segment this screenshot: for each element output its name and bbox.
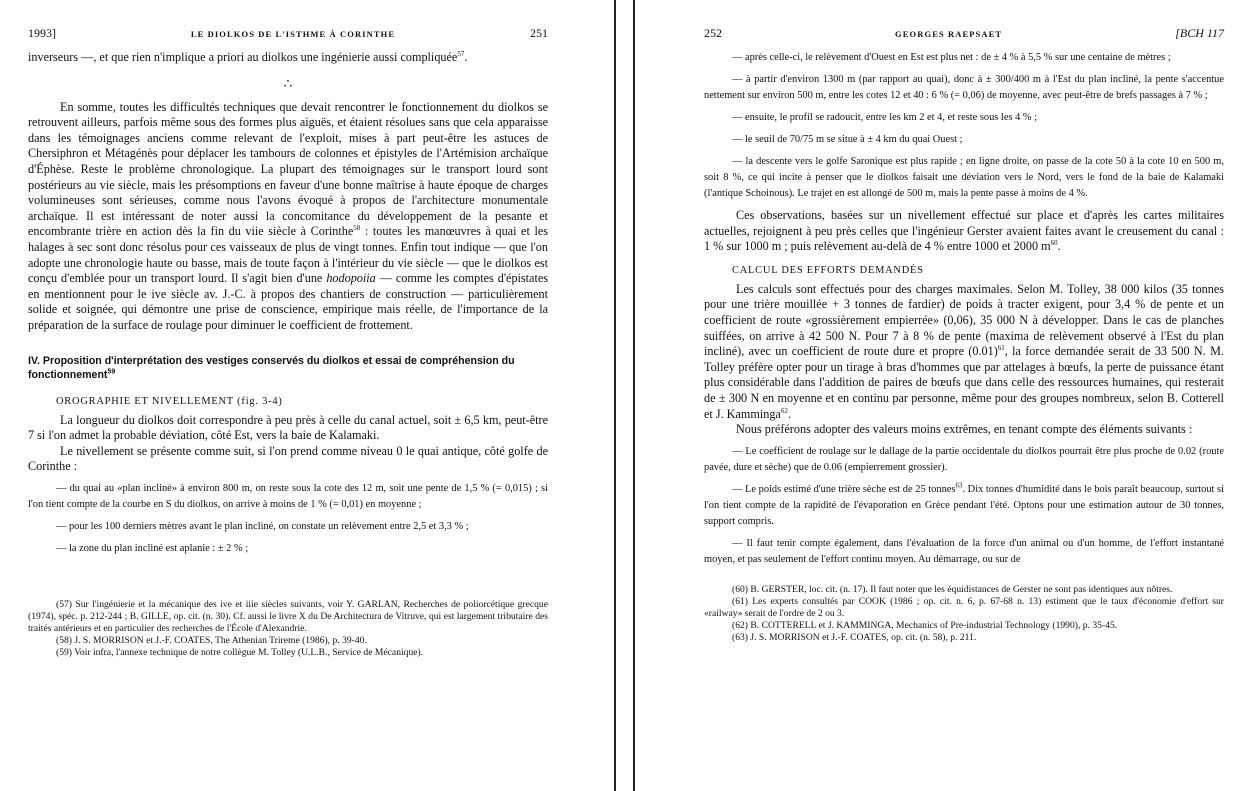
left-running-header xyxy=(28,26,548,44)
footnote-ref[interactable]: 58 xyxy=(353,224,361,233)
right-page-content xyxy=(704,26,1224,644)
list-item: — Le coefficient de roulage sur le dallage de la partie occidentale du diolkos pourrait être plus proche de 0.02 (route pavée, dure et sèche) que de 0.06 (empierrement grossier). xyxy=(704,445,1224,473)
footnote: (57) Sur l'ingénierie et la mécanique des ive et iiie siècles suivants, voir Y. GARLAN, Recherches de poliorcétique grecque (1974), spéc. p. 212-244 ; B. GILLE, op. cit. (n. 30). Cf. aussi le livre X du De Architectura de Vitruve, qui est largement tributaire des traités antérieurs et en particulier des recherches de l'École d'Alexandrie. xyxy=(28,598,548,634)
footnotes xyxy=(28,599,548,659)
paragraph-preference: Nous préférons adopter des valeurs moins extrêmes, en tenant compte des éléments suivants : xyxy=(736,422,1193,437)
footnote-ref[interactable]: 59 xyxy=(107,367,116,375)
header-year: 1993] xyxy=(28,26,56,40)
footnote-ref[interactable]: 57 xyxy=(457,49,465,58)
list-item: — Le poids estimé d'une trière sèche est de 25 tonnes$^{63}$. Dix tonnes d'humidité dans le bois paraît beaucoup, surtout si l'on tient compte de la rapidité de l'évaporation en Grèce pendant l'été. Optons pour une estimation autour de 30 tonnes, support compris. xyxy=(704,481,1224,527)
footnote-ref[interactable]: 63 xyxy=(955,481,963,490)
footnote: (60) B. GERSTER, loc. cit. (n. 17). Il faut noter que les équidistances de Gerster ne sont pas identiques aux nôtres. xyxy=(732,583,1173,595)
footnote: (62) B. COTTERELL et J. KAMMINGA, Mechanics of Pre-industrial Technology (1990), p. 35-45. xyxy=(732,619,1118,631)
paragraph-length: La longueur du diolkos doit correspondre à peu près à celle du canal actuel, soit ± 6,5 km, peut-être 7 si l'on admet la probable déviation, côté Est, vers la baie de Kalamaki. xyxy=(28,412,548,443)
paragraph-continuation: inverseurs —, et que rien n'implique a priori au diolkos une ingénierie aussi compliquée$^{57}$. xyxy=(28,49,468,64)
list-item: — la zone du plan incliné est aplanie : ± 2 % ; xyxy=(56,542,249,554)
right-running-header xyxy=(704,26,1224,44)
header-title: LE DIOLKOS DE L'ISTHME À CORINTHE xyxy=(190,29,396,39)
footnote-ref[interactable]: 61 xyxy=(997,344,1005,353)
paragraph-observations: Ces observations, basées sur un nivellement effectué sur place et d'après les cartes militaires actuelles, rejoignent à peu près celles que l'ingénieur Gerster avaient faites avant le creusement du canal : 1 % sur 1000 m ; puis relèvement au-delà de 4 % entre 1000 et 2000 $m^{60}$. xyxy=(704,208,1224,254)
section-ornament: ∴ xyxy=(283,76,293,92)
page-number: 251 xyxy=(530,26,548,40)
list-item: — ensuite, le profil se radoucit, entre les km 2 et 4, et reste sous les 4 % ; xyxy=(732,112,1038,123)
page-number: 252 xyxy=(704,26,722,40)
footnotes xyxy=(704,584,1224,644)
header-journal-ref: [BCH 117 xyxy=(1175,26,1224,40)
list-item: — à partir d'environ 1300 m (par rapport au quai), donc à ± 300/400 m à l'Est du plan incliné, la pente s'accentue nettement sur environ 500 m, entre les cotes 12 et 40 : 6 % (= 0,06) de moyenne, avec peut-être de brefs passages à 7 % ; xyxy=(704,74,1224,101)
paragraph-summary: En somme, toutes les difficultés techniques que devait rencontrer le fonctionnement du diolkos se retrouvent ailleurs, parfois même sous des formes plus aiguës, et étaient résolues sans que cela apparaisse dans les témoignages anciens comme relevant de l'exploit, mises à part peut-être les astuces de Chersiphron et Métagénès pour déplacer les tambours de colonnes et épistyles de l'Artémision archaïque d'Éphèse. Reste le problème chronologique. La plupart des témoignages sur le transport lourd sont postérieurs au vie siècle, mais les présomptions en faveur d'une bonne maîtrise à haute époque de charges volumineuses sont sérieuses, comme nous l'avons évoqué à propos de l'architecture monumentale archaïque. Il est intéressant de noter aussi la concomitance du développement de la pesante et encombrante trière en action dès la fin du viie siècle à Corinthe$^{58}$ : toutes les manœuvres à quai et les halages à sec sont donc résolus pour ces vaisseaux de plus de vingt tonnes. Enfin tout indique — que l'on adopte une chronologie haute ou basse, mais de toute façon à l'intérieur du vie siècle — que le diolkos est conçu d'emblée pour un transport lourd. Il s'agit bien d'une hodopoiia — comme les comptes d'épistates en mentionnent pour le ive siècle av. J.-C. à propos des chantiers de construction — particulièrement solide et soignée, qui démontre une prise de conscience, empirique mais réelle, de l'importance de la préparation de la surface de roulage pour diminuer le coefficient de frottement. xyxy=(28,99,549,332)
section-heading: IV. Proposition d'interprétation des vestiges conservés du diolkos et essai de compréhension du fonctionnement$^{59}$ xyxy=(28,354,515,381)
footnote-ref[interactable]: 62 xyxy=(780,406,788,415)
list-item: — du quai au «plan incliné» à environ 800 m, on reste sous la cote des 12 m, soit une pente de 1,5 % (= 0,015) ; si l'on tient compte de la courbe en S du diolkos, on arrive à moins de 1 % (= 0,01) en moyenne ; xyxy=(28,482,548,510)
left-page xyxy=(0,0,612,791)
list-item: — après celle-ci, le relèvement d'Ouest en Est est plus net : de ± 4 % à 5,5 % sur une centaine de mètres ; xyxy=(732,52,1171,63)
footnote: (59) Voir infra, l'annexe technique de notre collègue M. Tolley (U.L.B., Service de Mécanique). xyxy=(56,646,424,658)
page-edge xyxy=(614,0,616,791)
footnote-ref[interactable]: 60 xyxy=(1050,239,1058,248)
footnote: (63) J. S. MORRISON et J.-F. COATES, op. cit. (n. 58), p. 211. xyxy=(732,631,977,643)
paragraph-calculations: Les calculs sont effectués pour des charges maximales. Selon M. Tolley, 38 000 kilos (35 tonnes pour une trière mouillée + 3 tonnes de fardier) de poids à tracter exigent, pour 3,4 % de pente et un coefficient de route «grossièrement empierrée» (0,06), 35 000 N à développer. Dans le cas de planches suiffées, on arrive à 42 500 N. Pour 7 à 8 % de pente (maxima de relèvement observé à l'Est du plan incliné), avec un coefficient de route dure et propre $(0.01)^{61}$, la force demandée serait de 33 500 N. M. Tolley préfère opter pour un tirage à bras d'hommes que par attelages à bœufs, la perte de puissance étant plus considérable dans l'addition de paires de bœufs que dans celle des ressources humaines, qui resterait de ± 300 N en moyenne et en continu par personne, même pour des groupes nombreux, selon B. Cotterell et J. Kamminga$^{62}$. xyxy=(704,281,1224,421)
right-page xyxy=(628,0,1250,791)
list-item: — Il faut tenir compte également, dans l'évaluation de la force d'un animal ou d'un homme, de l'effort instantané moyen, et pas seulement de l'effort continu moyen. Au démarrage, ou sur de xyxy=(704,537,1224,565)
left-page-content xyxy=(28,26,548,659)
list-item: — la descente vers le golfe Saronique est plus rapide ; en ligne droite, on passe de la cote 50 à la cote 10 en 500 m, soit 8 %, ce qui incite à penser que le diolkos faisait une déviation vers le Nord, vers le fond de la baie de Kalamaki (l'antique Schoinous). Le trajet en est allongé de 500 m, mais la pente passe à moins de 4 %. xyxy=(704,156,1224,199)
footnote: (58) J. S. MORRISON et J.-F. COATES, The Athenian Trireme (1986), p. 39-40. xyxy=(56,634,367,646)
list-item: — pour les 100 derniers mètres avant le plan incliné, on constate un relèvement entre 2,5 et 3,3 % ; xyxy=(56,520,469,532)
paragraph-levelling: Le nivellement se présente comme suit, si l'on prend comme niveau 0 le quai antique, côté golfe de Corinthe : xyxy=(28,443,548,474)
footnote: (61) Les experts consultés par COOK (1986 ; op. cit. n. 6, p. 67-68 n. 13) estiment que le taux d'économie d'effort sur «railway» serait de l'ordre de 2 ou 3. xyxy=(704,595,1224,619)
subsection-heading: CALCUL DES EFFORTS DEMANDÉS xyxy=(732,264,924,276)
subsection-heading: OROGRAPHIE ET NIVELLEMENT (fig. 3-4) xyxy=(56,395,283,407)
header-author: GEORGES RAEPSAET xyxy=(895,29,1003,39)
list-item: — le seuil de 70/75 m se situe à ± 4 km du quai Ouest ; xyxy=(732,134,963,145)
